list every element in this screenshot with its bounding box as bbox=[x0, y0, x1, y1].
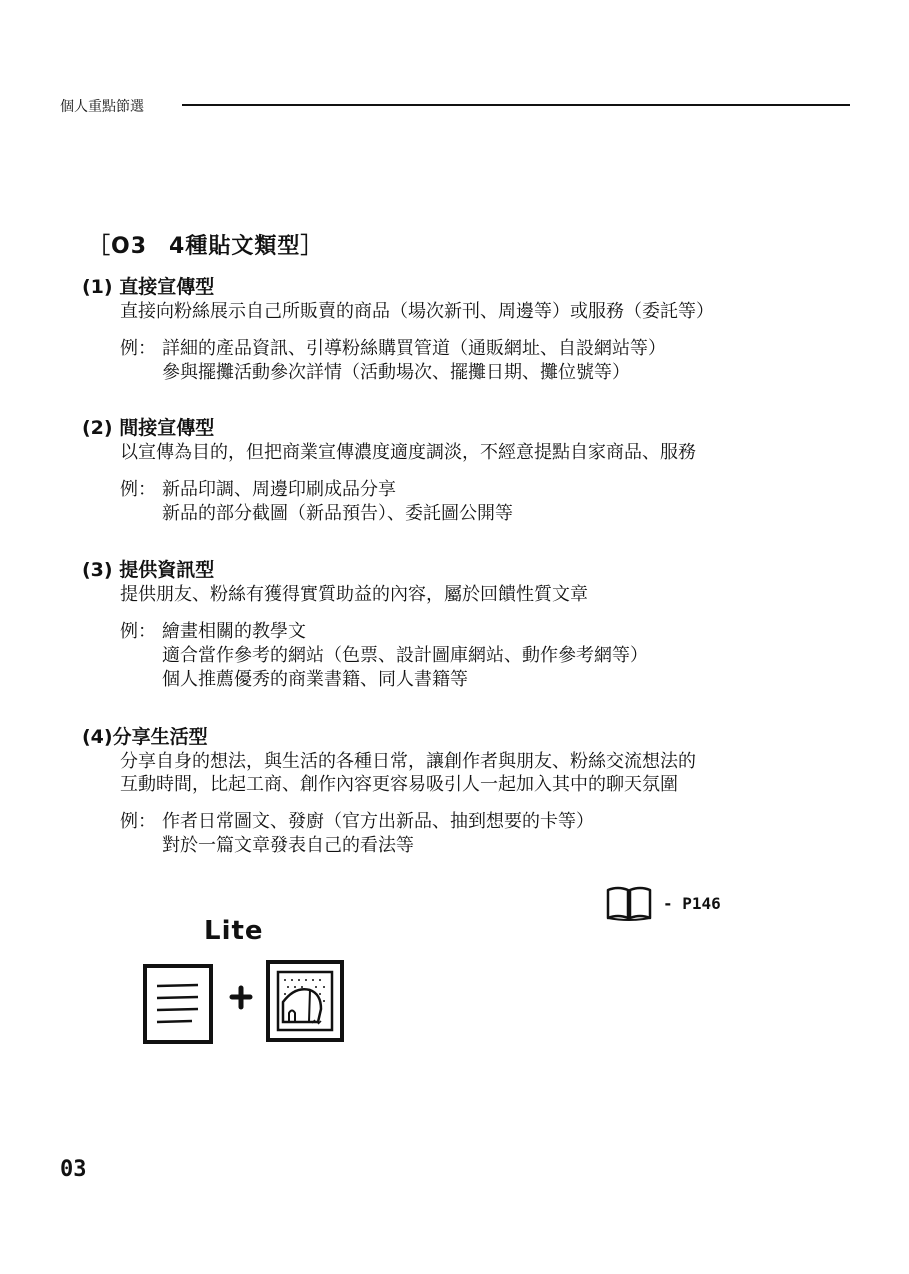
example-line: 作者日常圖文、發廚（官方出新品、抽到想要的卡等） bbox=[162, 811, 594, 832]
page-reference bbox=[605, 884, 721, 922]
example-line: 適合當作參考的網站（色票、設計圖庫網站、動作參考網等） bbox=[162, 645, 648, 666]
type-description: 互動時間，比起工商、創作內容更容易吸引人一起加入其中的聊天氛圍 bbox=[120, 774, 678, 795]
type-heading: (1) 直接宣傳型 bbox=[82, 276, 215, 298]
post-type-direct bbox=[82, 272, 842, 385]
book-icon bbox=[605, 884, 653, 922]
running-header: 個人重點節選 bbox=[60, 99, 144, 115]
type-heading: (4)分享生活型 bbox=[82, 726, 208, 748]
post-type-info bbox=[82, 555, 842, 692]
section-title-text: 4種貼文類型］ bbox=[169, 234, 324, 259]
example-prefix: 例： bbox=[120, 338, 156, 359]
post-type-life bbox=[82, 722, 842, 858]
example-line: 詳細的產品資訊、引導粉絲購買管道（通販網址、自設網站等） bbox=[162, 338, 666, 359]
example-line: 新品的部分截圖（新品預告）、委託圖公開等 bbox=[162, 503, 513, 524]
example-line: 參與擺攤活動參次詳情（活動場次、擺攤日期、攤位號等） bbox=[162, 362, 630, 383]
reference-page: - P146 bbox=[663, 893, 721, 913]
type-examples bbox=[120, 337, 842, 385]
type-examples bbox=[120, 620, 842, 692]
example-line: 個人推薦優秀的商業書籍、同人書籍等 bbox=[162, 669, 468, 690]
post-type-indirect bbox=[82, 413, 842, 526]
type-description: 分享自身的想法，與生活的各種日常，讓創作者與朋友、粉絲交流想法的 bbox=[120, 751, 696, 772]
lite-label: Lite bbox=[204, 916, 264, 946]
type-description: 直接向粉絲展示自己所販賣的商品（場次新刊、周邊等）或服務（委託等） bbox=[120, 301, 714, 322]
type-heading: (3) 提供資訊型 bbox=[82, 559, 215, 581]
type-examples bbox=[120, 810, 842, 858]
example-line: 新品印調、周邊印刷成品分享 bbox=[162, 479, 396, 500]
example-line: 對於一篇文章發表自己的看法等 bbox=[162, 835, 414, 856]
lite-illustration bbox=[140, 910, 355, 1054]
example-prefix: 例： bbox=[120, 811, 156, 832]
example-prefix: 例： bbox=[120, 479, 156, 500]
example-prefix: 例： bbox=[120, 621, 156, 642]
type-description: 提供朋友、粉絲有獲得實質助益的內容，屬於回饋性質文章 bbox=[120, 584, 588, 605]
header-divider bbox=[182, 104, 850, 106]
type-examples bbox=[120, 478, 842, 526]
example-line: 繪畫相關的教學文 bbox=[162, 621, 306, 642]
type-description: 以宣傳為目的，但把商業宣傳濃度適度調淡，不經意提點自家商品、服務 bbox=[120, 442, 696, 463]
type-heading: (2) 間接宣傳型 bbox=[82, 417, 215, 439]
section-title bbox=[88, 229, 323, 260]
page-number: 03 bbox=[60, 1157, 87, 1182]
section-number: ［O3 bbox=[88, 234, 148, 259]
